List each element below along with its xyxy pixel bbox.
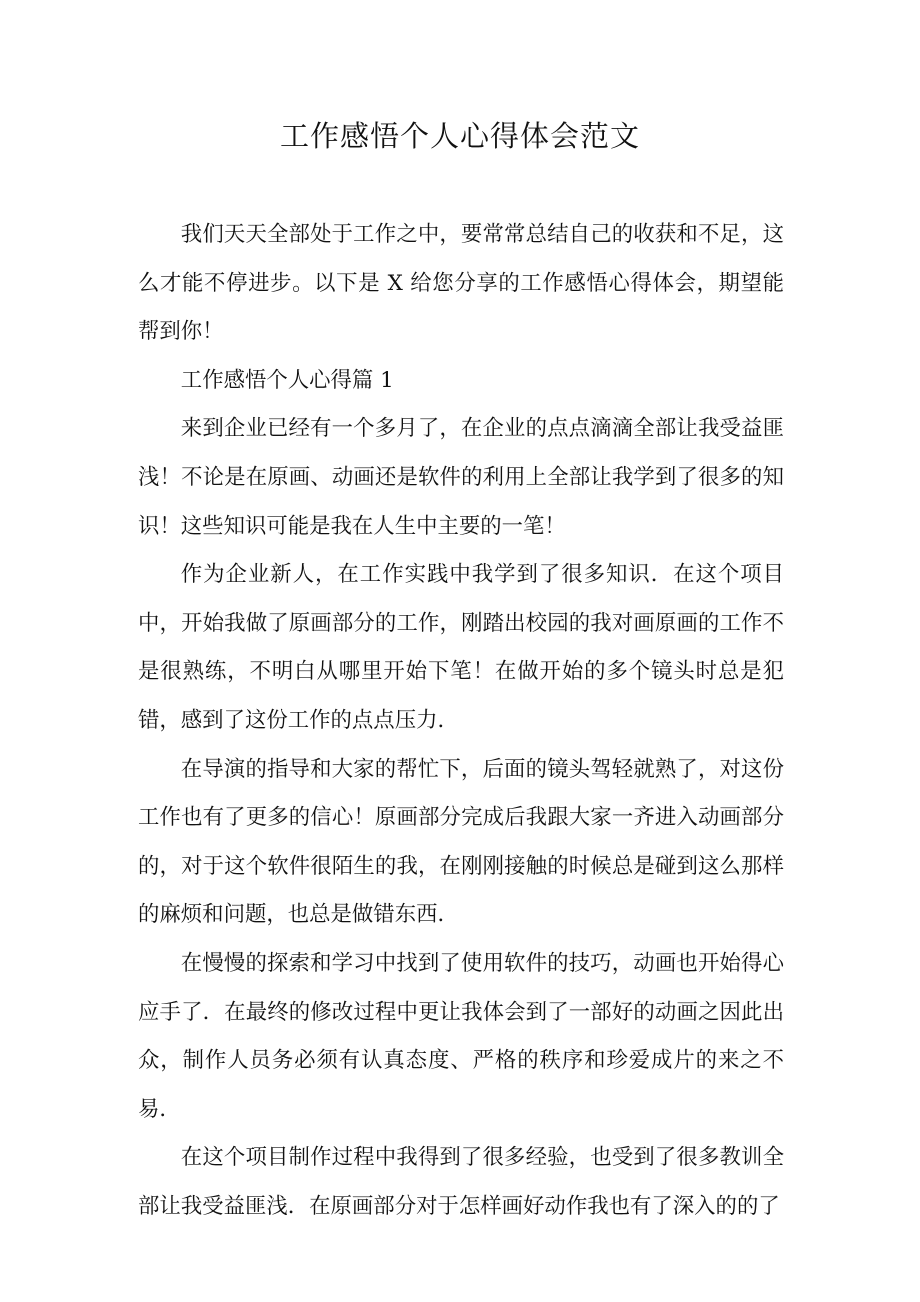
section-heading: 工作感悟个人心得篇 1 (180, 367, 394, 393)
paragraph: 在这个项目制作过程中我得到了很多经验，也受到了很多教训全部让我受益匪浅．在原画部分对于怎样画好动作我也有了深入的的了 (138, 1145, 784, 1219)
paragraph-intro: 我们天天全部处于工作之中，要常常总结自己的收获和不足，这么才能不停进步。以下是 X 给您分享的工作感悟心得体会，期望能帮到你！ (138, 222, 784, 345)
document-body (138, 211, 784, 1231)
paragraph: 作为企业新人，在工作实践中我学到了很多知识．在这个项目中，开始我做了原画部分的工作，刚踏出校园的我对画原画的工作不是很熟练，不明白从哪里开始下笔！在做开始的多个镜头时总是犯错，感到了这份工作的点点压力． (138, 562, 784, 733)
paragraph: 在导演的指导和大家的帮忙下，后面的镜头驾轻就熟了，对这份工作也有了更多的信心！原画部分完成后我跟大家一齐进入动画部分的，对于这个软件很陌生的我，在刚刚接触的时候总是碰到这么那样的麻烦和问题，也总是做错东西． (138, 756, 784, 928)
paragraph: 在慢慢的探索和学习中找到了使用软件的技巧，动画也开始得心应手了．在最终的修改过程中更让我体会到了一部好的动画之因此出众，制作人员务必须有认真态度、严格的秩序和珍爱成片的来之不易． (138, 950, 784, 1122)
paragraph: 来到企业已经有一个多月了，在企业的点点滴滴全部让我受益匪浅！不论是在原画、动画还是软件的利用上全部让我学到了很多的知识！这些知识可能是我在人生中主要的一笔！ (138, 416, 784, 539)
document-title: 工作感悟个人心得体会范文 (279, 119, 640, 153)
